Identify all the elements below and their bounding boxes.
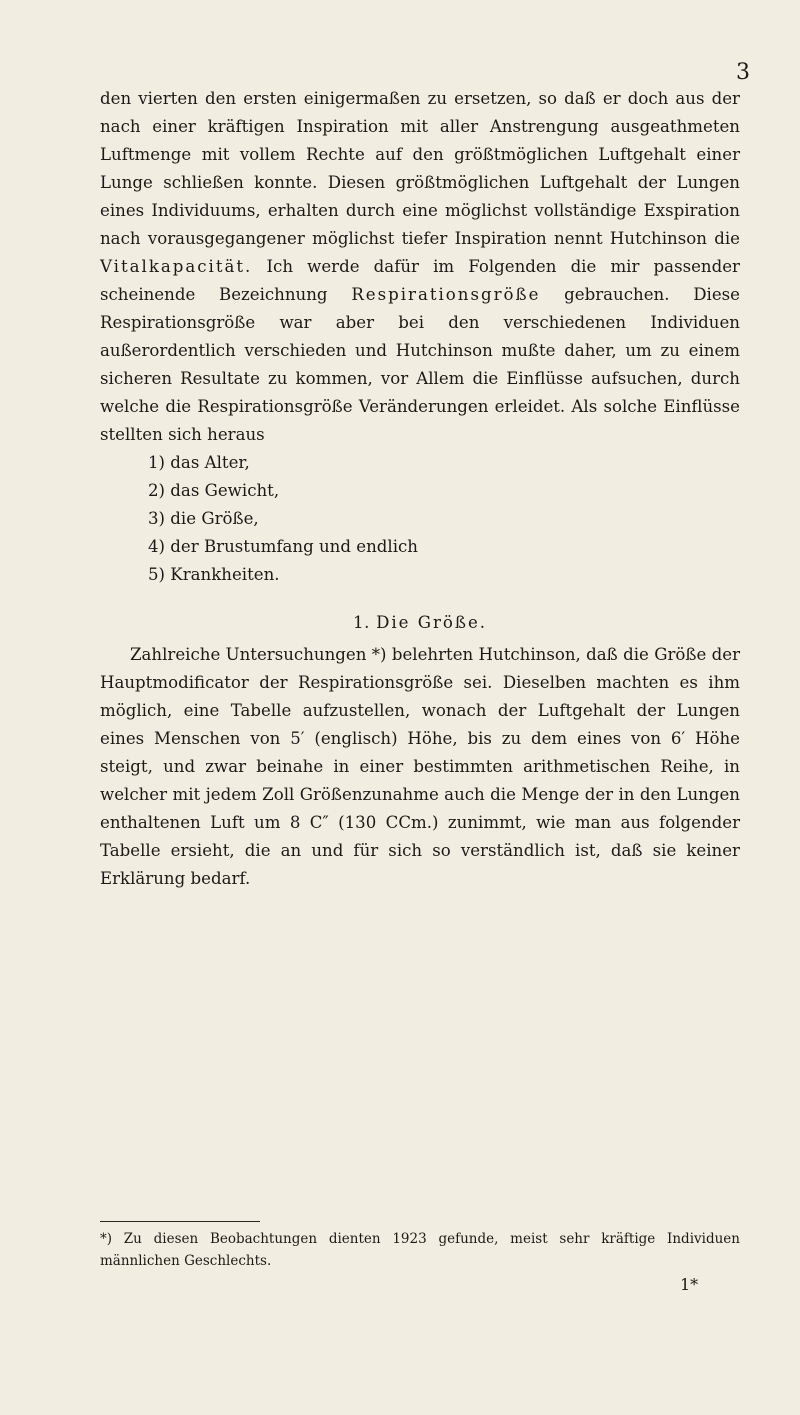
signature-mark: 1* bbox=[680, 1275, 699, 1294]
list-item: 3) die Größe, bbox=[148, 509, 259, 528]
list-item: 4) der Brustumfang und endlich bbox=[148, 537, 418, 556]
paragraph-1 bbox=[100, 85, 740, 449]
influence-list bbox=[100, 449, 740, 589]
list-item: 5) Krankheiten. bbox=[148, 565, 280, 584]
footnote: *) Zu diesen Beobachtungen dienten 1923 gefunde, meist sehr kräftige Individuen männlichen Geschlechts. bbox=[100, 1231, 740, 1269]
section-title: Die Größe. bbox=[376, 613, 488, 632]
paragraph-1-text-c: gebrauchen. Diese Respirationsgröße war aber bei den verschiedenen Individuen außerordentlich verschieden und Hutchinson mußte daher, um zu einem sicheren Resultate zu kommen, vor Allem die Einflüsse aufsuchen, durch welche die Respirationsgröße Veränderungen erleidet. Als solche Einflüsse stellten sich heraus bbox=[100, 285, 740, 444]
term-vitalkapacitaet: Vitalkapacität. bbox=[100, 257, 253, 276]
section-heading bbox=[100, 609, 740, 637]
page-body bbox=[100, 85, 740, 893]
paragraph-1-text-b: Ich werde dafür im Folgenden die mir passender scheinende Bezeichnung bbox=[100, 257, 740, 304]
page-number: 3 bbox=[736, 60, 750, 85]
list-item: 1) das Alter, bbox=[148, 453, 250, 472]
footnote-divider bbox=[100, 1221, 260, 1222]
list-item: 2) das Gewicht, bbox=[148, 481, 280, 500]
paragraph-2: Zahlreiche Untersuchungen *) belehrten Hutchinson, daß die Größe der Hauptmodificator der Respirationsgröße sei. Dieselben machten es ihm möglich, eine Tabelle aufzustellen, wonach der Luftgehalt der Lungen eines Menschen von 5′ (englisch) Höhe, bis zu dem eines von 6′ Höhe steigt, und zwar beinahe in einer bestimmten arithmetischen Reihe, in welcher mit jedem Zoll Größenzunahme auch die Menge der in den Lungen enthaltenen Luft um 8 C″ (130 CCm.) zunimmt, wie man aus folgender Tabelle ersieht, die an und für sich so verständlich ist, daß sie keiner Erklärung bedarf. bbox=[100, 645, 740, 888]
paragraph-1-text-a: den vierten den ersten einigermaßen zu ersetzen, so daß er doch aus der nach einer kräftigen Inspiration mit aller Anstrengung ausgeathmeten Luftmenge mit vollem Rechte auf den größtmöglichen Luftgehalt einer Lunge schließen konnte. Diesen größtmöglichen Luftgehalt der Lungen eines Individuums, erhalten durch eine möglichst vollständige Exspiration nach vorausgegangener möglichst tiefer Inspiration nennt Hutchinson die bbox=[100, 89, 740, 248]
section-number: 1. bbox=[352, 613, 371, 632]
term-respirationsgroesse: Respirationsgröße bbox=[351, 285, 541, 304]
